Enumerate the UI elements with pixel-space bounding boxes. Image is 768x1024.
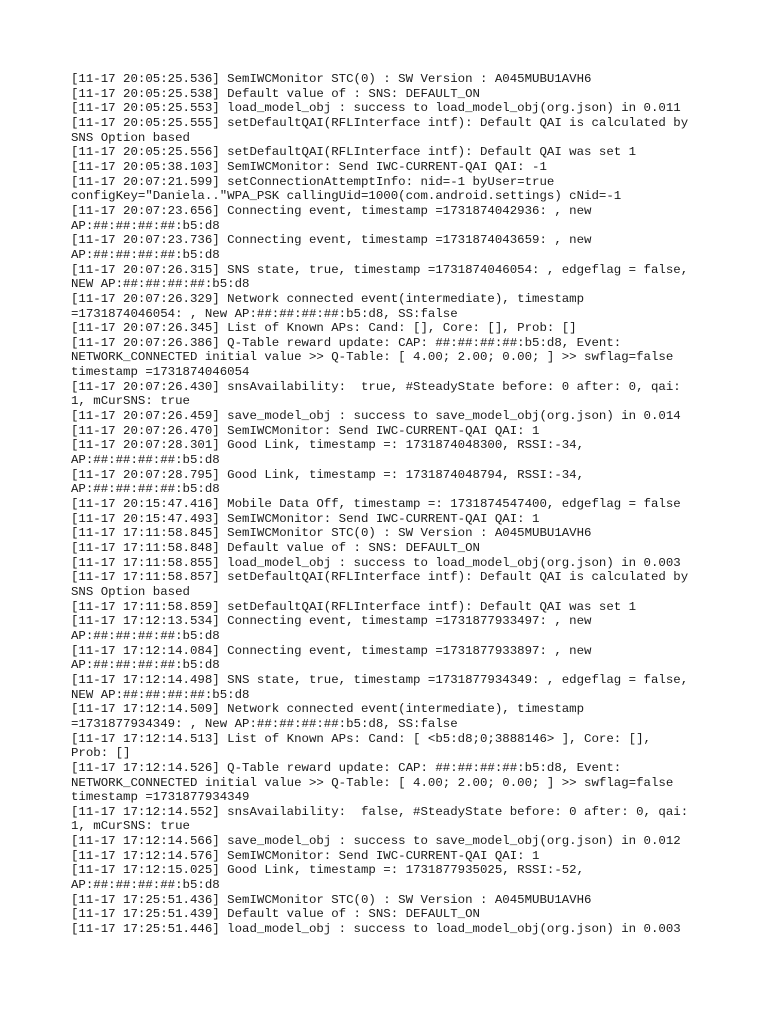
log-entry: [11-17 20:07:21.599] setConnectionAttemptInfo: nid=-1 byUser=true configKey="Daniela.."WPA_PSK callingUid=1000(com.android.settings) cNid=-1 — [71, 174, 622, 204]
log-entry: [11-17 20:07:26.430] snsAvailability: true, #SteadyState before: 0 after: 0, qai: 1, mCurSNS: true — [71, 379, 681, 409]
log-entry: [11-17 17:25:51.446] load_model_obj : success to load_model_obj(org.json) in 0.003 — [71, 922, 681, 937]
log-entry: [11-17 20:07:28.795] Good Link, timestamp =: 1731874048794, RSSI:-34, AP:##:##:##:##:b5:d8 — [71, 467, 585, 497]
log-entry: [11-17 17:12:15.025] Good Link, timestamp =: 1731877935025, RSSI:-52, AP:##:##:##:##:b5:d8 — [71, 863, 585, 893]
log-entry: [11-17 17:11:58.848] Default value of : SNS: DEFAULT_ON — [71, 541, 480, 555]
log-entry: [11-17 17:12:13.534] Connecting event, timestamp =1731877933497: , new AP:##:##:##:##:b5:d8 — [71, 614, 592, 643]
log-entry: [11-17 17:12:14.498] SNS state, true, timestamp =1731877934349: , edgeflag = false, NEW AP:##:##:##:##:b5:d8 — [71, 672, 689, 702]
log-entry: [11-17 17:12:14.509] Network connected event(intermediate), timestamp =1731877934349: , New AP:##:##:##:##:b5:d8, SS:false — [71, 702, 585, 731]
log-entry: [11-17 20:07:26.329] Network connected event(intermediate), timestamp =1731874046054: , New AP:##:##:##:##:b5:d8, SS:false — [71, 291, 585, 321]
log-entry: [11-17 17:12:14.566] save_model_obj : success to save_model_obj(org.json) in 0.012 — [71, 834, 681, 849]
log-document — [71, 72, 711, 937]
log-entry: [11-17 20:07:23.656] Connecting event, timestamp =1731874042936: , new AP:##:##:##:##:b5:d8 — [71, 203, 592, 233]
log-entry: [11-17 17:12:14.084] Connecting event, timestamp =1731877933897: , new AP:##:##:##:##:b5:d8 — [71, 643, 592, 673]
log-entry: [11-17 17:11:58.857] setDefaultQAI(RFLInterface intf): Default QAI is calculated by SNS Option based — [71, 570, 689, 599]
log-entry: [11-17 20:05:25.556] setDefaultQAI(RFLInterface intf): Default QAI was set 1 — [71, 145, 637, 160]
log-entry: [11-17 17:12:14.552] snsAvailability: false, #SteadyState before: 0 after: 0, qai: 1, mCurSNS: true — [71, 804, 689, 834]
log-entry: [11-17 20:05:25.536] SemIWCMonitor STC(0) : SW Version : A045MUBU1AVH6 — [71, 72, 592, 86]
log-entry: [11-17 20:05:25.553] load_model_obj : success to load_model_obj(org.json) in 0.011 — [71, 101, 681, 116]
log-entry: [11-17 17:11:58.859] setDefaultQAI(RFLInterface intf): Default QAI was set 1 — [71, 599, 637, 614]
log-entry: [11-17 20:07:26.315] SNS state, true, timestamp =1731874046054: , edgeflag = false, NEW AP:##:##:##:##:b5:d8 — [71, 262, 689, 292]
log-entry: [11-17 20:15:47.493] SemIWCMonitor: Send IWC-CURRENT-QAI QAI: 1 — [71, 511, 540, 526]
log-entry: [11-17 17:11:58.855] load_model_obj : success to load_model_obj(org.json) in 0.003 — [71, 555, 681, 570]
log-entry: [11-17 20:05:25.538] Default value of : SNS: DEFAULT_ON — [71, 86, 480, 101]
log-entry: [11-17 17:12:14.526] Q-Table reward update: CAP: ##:##:##:##:b5:d8, Event: NETWORK_CONNECTED initial value >> Q-Table: [ 4.00; 2.00; 0.00; ] >> swflag=false timestamp =1731877934349 — [71, 760, 674, 805]
log-entry: [11-17 20:07:26.345] List of Known APs: Cand: [], Core: [], Prob: [] — [71, 321, 577, 336]
log-entry: [11-17 20:15:47.416] Mobile Data Off, timestamp =: 1731874547400, edgeflag = false — [71, 497, 681, 512]
log-entry: [11-17 20:07:26.459] save_model_obj : success to save_model_obj(org.json) in 0.014 — [71, 409, 681, 424]
log-entry: [11-17 20:07:28.301] Good Link, timestamp =: 1731874048300, RSSI:-34, AP:##:##:##:##:b5:d8 — [71, 438, 585, 468]
log-entry: [11-17 17:12:14.513] List of Known APs: Cand: [ <b5:d8;0;3888146> ], Core: [], Prob: [] — [71, 731, 651, 761]
log-entry: [11-17 20:07:26.470] SemIWCMonitor: Send IWC-CURRENT-QAI QAI: 1 — [71, 423, 540, 438]
log-entry: [11-17 20:07:23.736] Connecting event, timestamp =1731874043659: , new AP:##:##:##:##:b5:d8 — [71, 233, 592, 262]
log-entry: [11-17 17:12:14.576] SemIWCMonitor: Send IWC-CURRENT-QAI QAI: 1 — [71, 848, 540, 863]
log-entry: [11-17 17:25:51.439] Default value of : SNS: DEFAULT_ON — [71, 907, 480, 922]
log-entry: [11-17 20:07:26.386] Q-Table reward update: CAP: ##:##:##:##:b5:d8, Event: NETWORK_CONNECTED initial value >> Q-Table: [ 4.00; 2.00; 0.00; ] >> swflag=false timestamp =1731874046054 — [71, 335, 674, 380]
log-entry: [11-17 17:25:51.436] SemIWCMonitor STC(0) : SW Version : A045MUBU1AVH6 — [71, 892, 592, 907]
log-entry: [11-17 20:05:38.103] SemIWCMonitor: Send IWC-CURRENT-QAI QAI: -1 — [71, 159, 547, 174]
log-entry: [11-17 17:11:58.845] SemIWCMonitor STC(0) : SW Version : A045MUBU1AVH6 — [71, 526, 592, 541]
log-entry: [11-17 20:05:25.555] setDefaultQAI(RFLInterface intf): Default QAI is calculated by SNS Option based — [71, 115, 689, 145]
